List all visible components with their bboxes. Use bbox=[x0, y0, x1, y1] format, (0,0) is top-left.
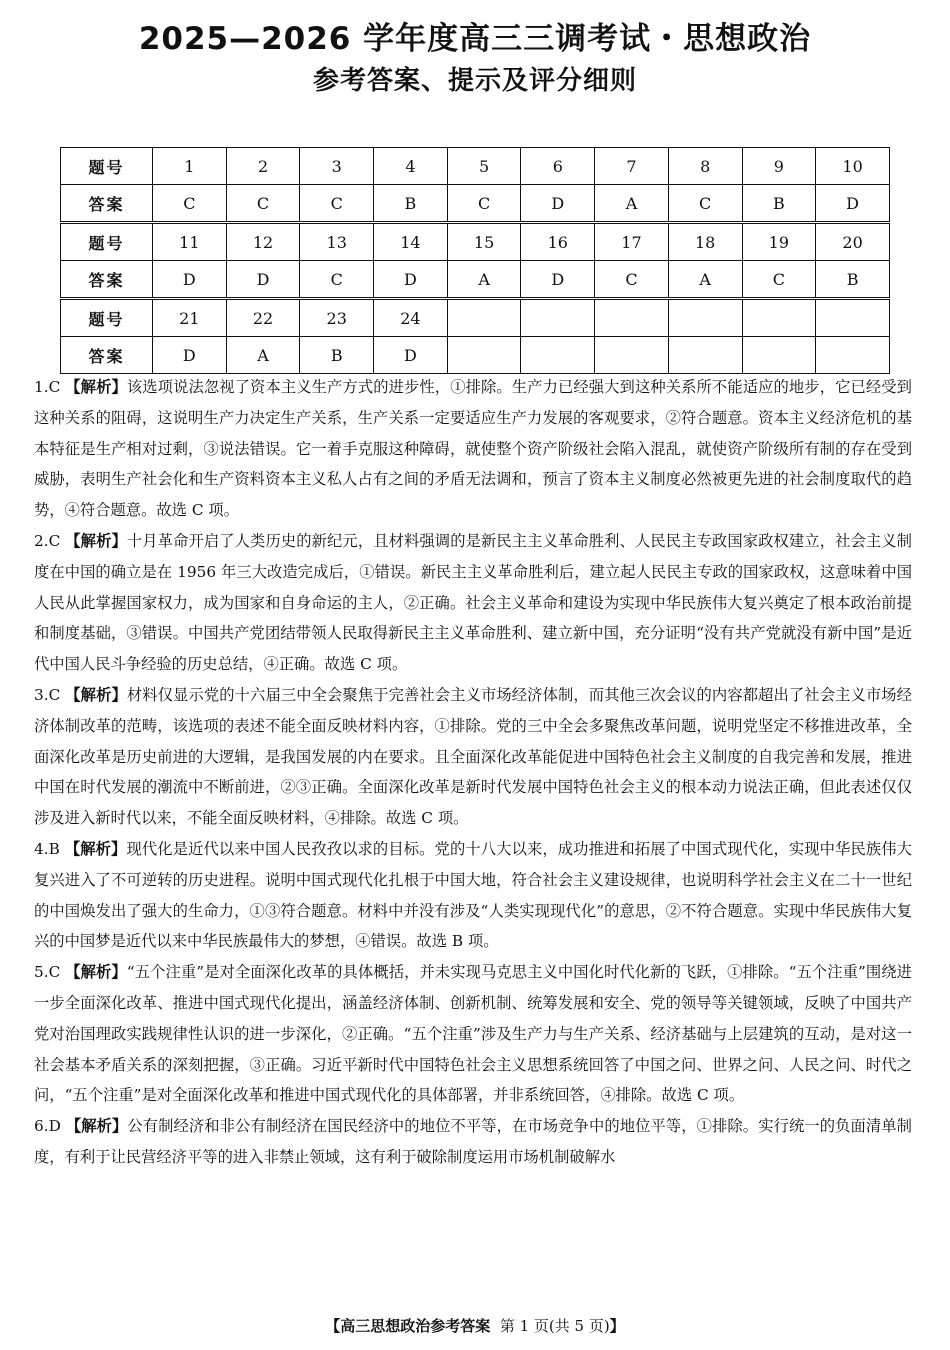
answer-cell: A bbox=[595, 185, 669, 223]
explanation-text: 现代化是近代以来中国人民孜孜以求的目标。党的十八大以来，成功推进和拓展了中国式现代化，实现中华民族伟大复兴进入了不可逆转的历史进程。说明中国式现代化扎根于中国大地，符合社会主义建设规律，也说明科学社会主义在二十一世纪的中国焕发出了强大的生命力，①③符合题意。材料中并没有涉及“人类实现现代化”的意思，②不符合题意。实现中华民族伟大复兴的中国梦是近代以来中华民族最伟大的梦想，④错误。故选 B 项。 bbox=[34, 839, 912, 951]
question-number-cell: 5 bbox=[447, 148, 521, 185]
question-number-cell: 17 bbox=[595, 223, 669, 261]
answer-cell: B bbox=[300, 337, 374, 374]
answer-cell: D bbox=[153, 261, 227, 299]
question-number-cell bbox=[816, 299, 890, 337]
explanation-tag: 【解析】 bbox=[65, 531, 127, 550]
explanation-text: 该选项说法忽视了资本主义生产方式的进步性，①排除。生产力已经强大到这种关系所不能适应的地步，它已经受到这种关系的阻碍，这说明生产力决定生产关系，生产关系一定要适应生产力发展的客观要求，②符合题意。资本主义经济危机的基本特征是生产相对过剩，③说法错误。它一着手克服这种障碍，就使整个资产阶级社会陷入混乱，就使资产阶级所有制的存在受到威胁，表明生产社会化和生产资料资本主义私人占有之间的矛盾无法调和，预言了资本主义制度必然被更先进的社会制度取代的趋势，④符合题意。故选 C 项。 bbox=[34, 378, 912, 520]
question-number-cell: 1 bbox=[153, 148, 227, 185]
explanation-number: 4.B bbox=[34, 839, 60, 858]
answer-cell: D bbox=[521, 185, 595, 223]
question-number-label: 题号 bbox=[61, 223, 153, 261]
question-number-cell: 21 bbox=[153, 299, 227, 337]
answer-cell: D bbox=[226, 261, 300, 299]
explanation-item bbox=[34, 1111, 912, 1173]
answer-cell bbox=[447, 337, 521, 374]
answer-cell: C bbox=[300, 185, 374, 223]
explanation-text: 公有制经济和非公有制经济在国民经济中的地位不平等，在市场竞争中的地位平等，①排除。实行统一的负面清单制度，有利于让民营经济平等的进入非禁止领域，这有利于破除制度运用市场机制破解水 bbox=[34, 1117, 912, 1166]
question-number-cell: 18 bbox=[668, 223, 742, 261]
answer-cell: D bbox=[153, 337, 227, 374]
question-number-cell: 14 bbox=[374, 223, 448, 261]
explanation-text: 材料仅显示党的十六届三中全会聚焦于完善社会主义市场经济体制，而其他三次会议的内容都超出了社会主义市场经济体制改革的范畴，该选项的表述不能全面反映材料内容，①排除。党的三中全会多聚焦改革问题，说明党坚定不移推进改革，全面深化改革是历史前进的大逻辑，是我国发展的内在要求。且全面深化改革能促进中国特色社会主义制度的自我完善和发展，推进中国在时代发展的潮流中不断前进，②③正确。全面深化改革是新时代发展中国特色社会主义的根本动力说法正确，但此表述仅仅涉及进入新时代以来，不能全面反映材料，④排除。故选 C 项。 bbox=[34, 685, 912, 828]
footer-left-bracket: 【 bbox=[325, 1317, 341, 1335]
question-number-cell bbox=[595, 299, 669, 337]
explanation-tag: 【解析】 bbox=[65, 378, 127, 396]
question-number-cell: 20 bbox=[816, 223, 890, 261]
explanations bbox=[34, 372, 912, 1173]
answer-cell bbox=[742, 337, 816, 374]
question-number-cell: 19 bbox=[742, 223, 816, 261]
explanation-number: 6.D bbox=[34, 1117, 61, 1136]
answer-cell: C bbox=[668, 185, 742, 223]
table-row-answers bbox=[61, 185, 890, 223]
answer-cell: A bbox=[668, 261, 742, 299]
page-subtitle: 参考答案、提示及评分细则 bbox=[312, 66, 637, 96]
explanation-number: 2.C bbox=[34, 531, 61, 550]
explanation-tag: 【解析】 bbox=[65, 1117, 128, 1136]
question-number-cell: 12 bbox=[226, 223, 300, 261]
answer-cell: C bbox=[226, 185, 300, 223]
question-number-cell: 9 bbox=[742, 148, 816, 185]
question-number-cell: 7 bbox=[595, 148, 669, 185]
footer-page-number: 第 1 页(共 5 页) bbox=[499, 1317, 610, 1335]
explanation-number: 5.C bbox=[34, 963, 61, 982]
explanation-text: 十月革命开启了人类历史的新纪元，且材料强调的是新民主主义革命胜利、人民民主专政国家政权建立，社会主义制度在中国的确立是在 1956 年三大改造完成后，①错误。新民主主义革命胜利后，建立起人民民主专政的国家政权，这意味着中国人民从此掌握国家权力，成为国家和自身命运的主人，②正确。社会主义革命和建设为实现中华民族伟大复兴奠定了根本政治前提和制度基础，③错误。中国共产党团结带领人民取得新民主主义革命胜利、建立新中国，充分证明“没有共产党就没有新中国”是近代中国人民斗争经验的历史总结，④正确。故选 C 项。 bbox=[34, 531, 912, 674]
table-row-answers bbox=[61, 261, 890, 299]
answer-label: 答案 bbox=[61, 337, 153, 374]
question-number-cell: 2 bbox=[226, 148, 300, 185]
answer-cell: A bbox=[226, 337, 300, 374]
table-row-numbers bbox=[61, 223, 890, 261]
answer-cell: D bbox=[521, 261, 595, 299]
question-number-label: 题号 bbox=[61, 148, 153, 185]
question-number-label: 题号 bbox=[61, 299, 153, 337]
answer-cell bbox=[521, 337, 595, 374]
explanation-tag: 【解析】 bbox=[65, 963, 127, 982]
footer-doc-name: 高三思想政治参考答案 bbox=[340, 1317, 491, 1335]
explanation-item bbox=[34, 680, 912, 834]
explanation-number: 1.C bbox=[34, 378, 61, 396]
answer-cell: C bbox=[742, 261, 816, 299]
answer-cell: B bbox=[816, 261, 890, 299]
page-footer bbox=[0, 1314, 950, 1338]
answer-cell: A bbox=[447, 261, 521, 299]
explanation-item bbox=[34, 834, 912, 957]
answer-cell: C bbox=[153, 185, 227, 223]
answer-cell: D bbox=[374, 337, 448, 374]
table-row-numbers bbox=[61, 148, 890, 185]
footer-right-bracket: 】 bbox=[609, 1317, 625, 1335]
answer-cell bbox=[816, 337, 890, 374]
answer-table bbox=[60, 147, 890, 374]
table-row-numbers bbox=[61, 299, 890, 337]
answer-cell: B bbox=[742, 185, 816, 223]
answer-cell: C bbox=[300, 261, 374, 299]
question-number-cell bbox=[447, 299, 521, 337]
question-number-cell: 3 bbox=[300, 148, 374, 185]
answer-cell bbox=[595, 337, 669, 374]
answer-cell: D bbox=[816, 185, 890, 223]
question-number-cell: 10 bbox=[816, 148, 890, 185]
question-number-cell: 16 bbox=[521, 223, 595, 261]
answer-cell bbox=[668, 337, 742, 374]
question-number-cell bbox=[521, 299, 595, 337]
answer-cell: C bbox=[447, 185, 521, 223]
explanation-item bbox=[34, 957, 912, 1111]
table-row-answers bbox=[61, 337, 890, 374]
question-number-cell: 13 bbox=[300, 223, 374, 261]
explanation-item bbox=[34, 526, 912, 680]
question-number-cell: 4 bbox=[374, 148, 448, 185]
question-number-cell: 6 bbox=[521, 148, 595, 185]
answer-label: 答案 bbox=[61, 261, 153, 299]
answer-cell: C bbox=[595, 261, 669, 299]
question-number-cell: 11 bbox=[153, 223, 227, 261]
answer-label: 答案 bbox=[61, 185, 153, 223]
question-number-cell bbox=[668, 299, 742, 337]
question-number-cell: 24 bbox=[374, 299, 448, 337]
question-number-cell: 15 bbox=[447, 223, 521, 261]
page-title: 2025—2026 学年度高三三调考试・思想政治 bbox=[138, 21, 812, 57]
question-number-cell: 23 bbox=[300, 299, 374, 337]
explanation-number: 3.C bbox=[34, 685, 61, 704]
explanation-item bbox=[34, 372, 912, 526]
question-number-cell bbox=[742, 299, 816, 337]
answer-cell: D bbox=[374, 261, 448, 299]
explanation-tag: 【解析】 bbox=[65, 685, 127, 704]
question-number-cell: 22 bbox=[226, 299, 300, 337]
explanation-tag: 【解析】 bbox=[64, 839, 127, 858]
answer-cell: B bbox=[374, 185, 448, 223]
explanation-text: “五个注重”是对全面深化改革的具体概括，并未实现马克思主义中国化时代化新的飞跃，①排除。“五个注重”围绕进一步全面深化改革、推进中国式现代化提出，涵盖经济体制、创新机制、统筹发展和安全、党的领导等关键领域，反映了中国共产党对治国理政实践规律性认识的进一步深化，②正确。“五个注重”涉及生产力与生产关系、经济基础与上层建筑的互动，是对这一社会基本矛盾关系的深刻把握，③正确。习近平新时代中国特色社会主义思想系统回答了中国之问、世界之问、人民之问、时代之问，“五个注重”是对全面深化改革和推进中国式现代化的具体部署，并非系统回答，④排除。故选 C 项。 bbox=[34, 963, 912, 1105]
question-number-cell: 8 bbox=[668, 148, 742, 185]
